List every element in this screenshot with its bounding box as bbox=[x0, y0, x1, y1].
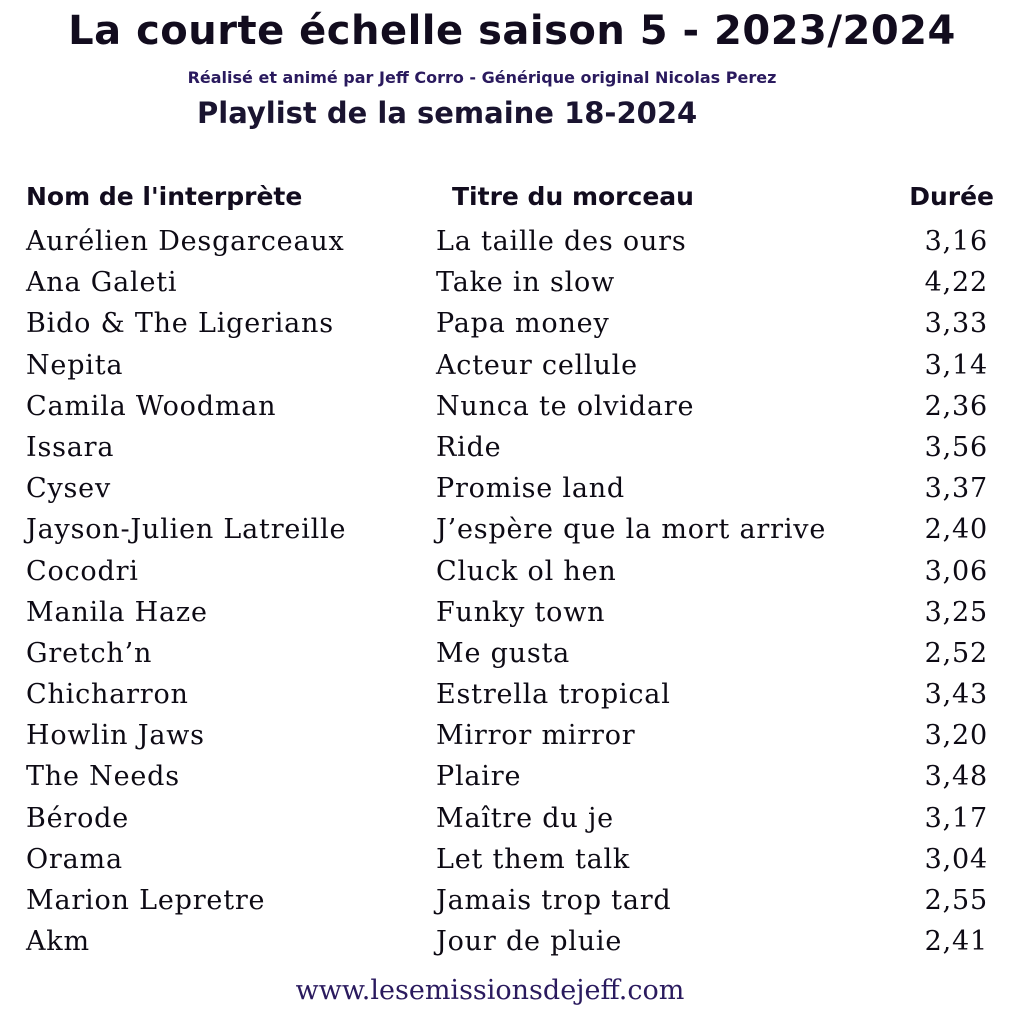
artist-cell: Manila Haze bbox=[26, 596, 208, 628]
title-cell: Plaire bbox=[436, 761, 522, 793]
artist-cell: Bérode bbox=[26, 802, 130, 834]
title-cell: Jour de pluie bbox=[436, 926, 623, 958]
table-row bbox=[0, 674, 1024, 715]
title-cell: Mirror mirror bbox=[436, 720, 636, 752]
duration-cell: 3,43 bbox=[924, 679, 988, 711]
duration-cell: 2,55 bbox=[924, 885, 988, 916]
artist-cell: Cysev bbox=[26, 473, 111, 505]
table-row bbox=[0, 345, 1024, 386]
title-cell: Jamais trop tard bbox=[436, 885, 672, 916]
title-cell: Funky town bbox=[436, 596, 606, 628]
duration-cell: 3,33 bbox=[924, 308, 988, 340]
column-header-duration: Durée bbox=[909, 182, 994, 211]
table-row bbox=[0, 921, 1024, 962]
artist-cell: Nepita bbox=[26, 349, 124, 381]
artist-cell: Jayson-Julien Latreille bbox=[26, 514, 347, 546]
table-row bbox=[0, 427, 1024, 468]
artist-cell: Cocodri bbox=[26, 555, 139, 587]
duration-cell: 3,14 bbox=[924, 349, 988, 381]
table-row bbox=[0, 839, 1024, 880]
title-cell: Me gusta bbox=[436, 637, 571, 669]
title-cell: Estrella tropical bbox=[436, 679, 671, 711]
table-row bbox=[0, 303, 1024, 344]
title-cell: Nunca te olvidare bbox=[436, 390, 695, 422]
duration-cell: 3,25 bbox=[924, 596, 988, 628]
table-row bbox=[0, 262, 1024, 303]
website-link: www.lesemissionsdejeff.com bbox=[295, 975, 685, 1006]
duration-cell: 3,48 bbox=[924, 761, 988, 793]
duration-cell: 3,37 bbox=[924, 473, 988, 505]
table-row bbox=[0, 715, 1024, 756]
duration-cell: 3,20 bbox=[924, 720, 988, 752]
column-header-title: Titre du morceau bbox=[452, 182, 694, 211]
artist-cell: Camila Woodman bbox=[26, 390, 277, 422]
table-row bbox=[0, 551, 1024, 592]
artist-cell: Chicharron bbox=[26, 679, 189, 711]
credits-subtitle: Réalisé et animé par Jeff Corro - Générique original Nicolas Perez bbox=[187, 68, 777, 87]
table-row bbox=[0, 798, 1024, 839]
table-row bbox=[0, 386, 1024, 427]
playlist-table bbox=[0, 221, 1024, 962]
title-cell: Papa money bbox=[436, 308, 610, 340]
table-row bbox=[0, 756, 1024, 797]
artist-cell: Marion Lepretre bbox=[26, 885, 266, 916]
title-cell: Let them talk bbox=[436, 843, 631, 875]
duration-cell: 4,22 bbox=[924, 267, 988, 299]
artist-cell: Gretch’n bbox=[26, 637, 153, 669]
title-cell: Cluck ol hen bbox=[436, 555, 617, 587]
title-cell: La taille des ours bbox=[436, 226, 687, 257]
duration-cell: 3,06 bbox=[924, 555, 988, 587]
title-cell: J’espère que la mort arrive bbox=[436, 514, 827, 546]
artist-cell: Akm bbox=[26, 926, 90, 958]
title-cell: Acteur cellule bbox=[436, 349, 638, 381]
table-row bbox=[0, 633, 1024, 674]
table-row bbox=[0, 592, 1024, 633]
artist-cell: Issara bbox=[26, 431, 115, 463]
title-cell: Ride bbox=[436, 431, 502, 463]
duration-cell: 3,17 bbox=[924, 802, 988, 834]
duration-cell: 3,56 bbox=[924, 431, 988, 463]
duration-cell: 2,36 bbox=[924, 390, 988, 422]
artist-cell: Howlin Jaws bbox=[26, 720, 205, 752]
artist-cell: Orama bbox=[26, 843, 123, 875]
title-cell: Take in slow bbox=[436, 267, 615, 299]
page-title: La courte échelle saison 5 - 2023/2024 bbox=[68, 8, 956, 54]
column-header-artist: Nom de l'interprète bbox=[26, 182, 303, 211]
playlist-week-heading: Playlist de la semaine 18-2024 bbox=[197, 96, 698, 130]
duration-cell: 2,40 bbox=[924, 514, 988, 546]
title-cell: Maître du je bbox=[436, 802, 614, 834]
artist-cell: Aurélien Desgarceaux bbox=[26, 226, 345, 257]
artist-cell: Bido & The Ligerians bbox=[26, 308, 334, 340]
duration-cell: 2,41 bbox=[924, 926, 988, 958]
duration-cell: 3,04 bbox=[924, 843, 988, 875]
table-row bbox=[0, 221, 1024, 262]
table-row bbox=[0, 880, 1024, 921]
title-cell: Promise land bbox=[436, 473, 625, 505]
artist-cell: Ana Galeti bbox=[26, 267, 178, 299]
duration-cell: 2,52 bbox=[924, 637, 988, 669]
table-row bbox=[0, 509, 1024, 550]
table-row bbox=[0, 468, 1024, 509]
artist-cell: The Needs bbox=[26, 761, 180, 793]
duration-cell: 3,16 bbox=[924, 226, 988, 257]
